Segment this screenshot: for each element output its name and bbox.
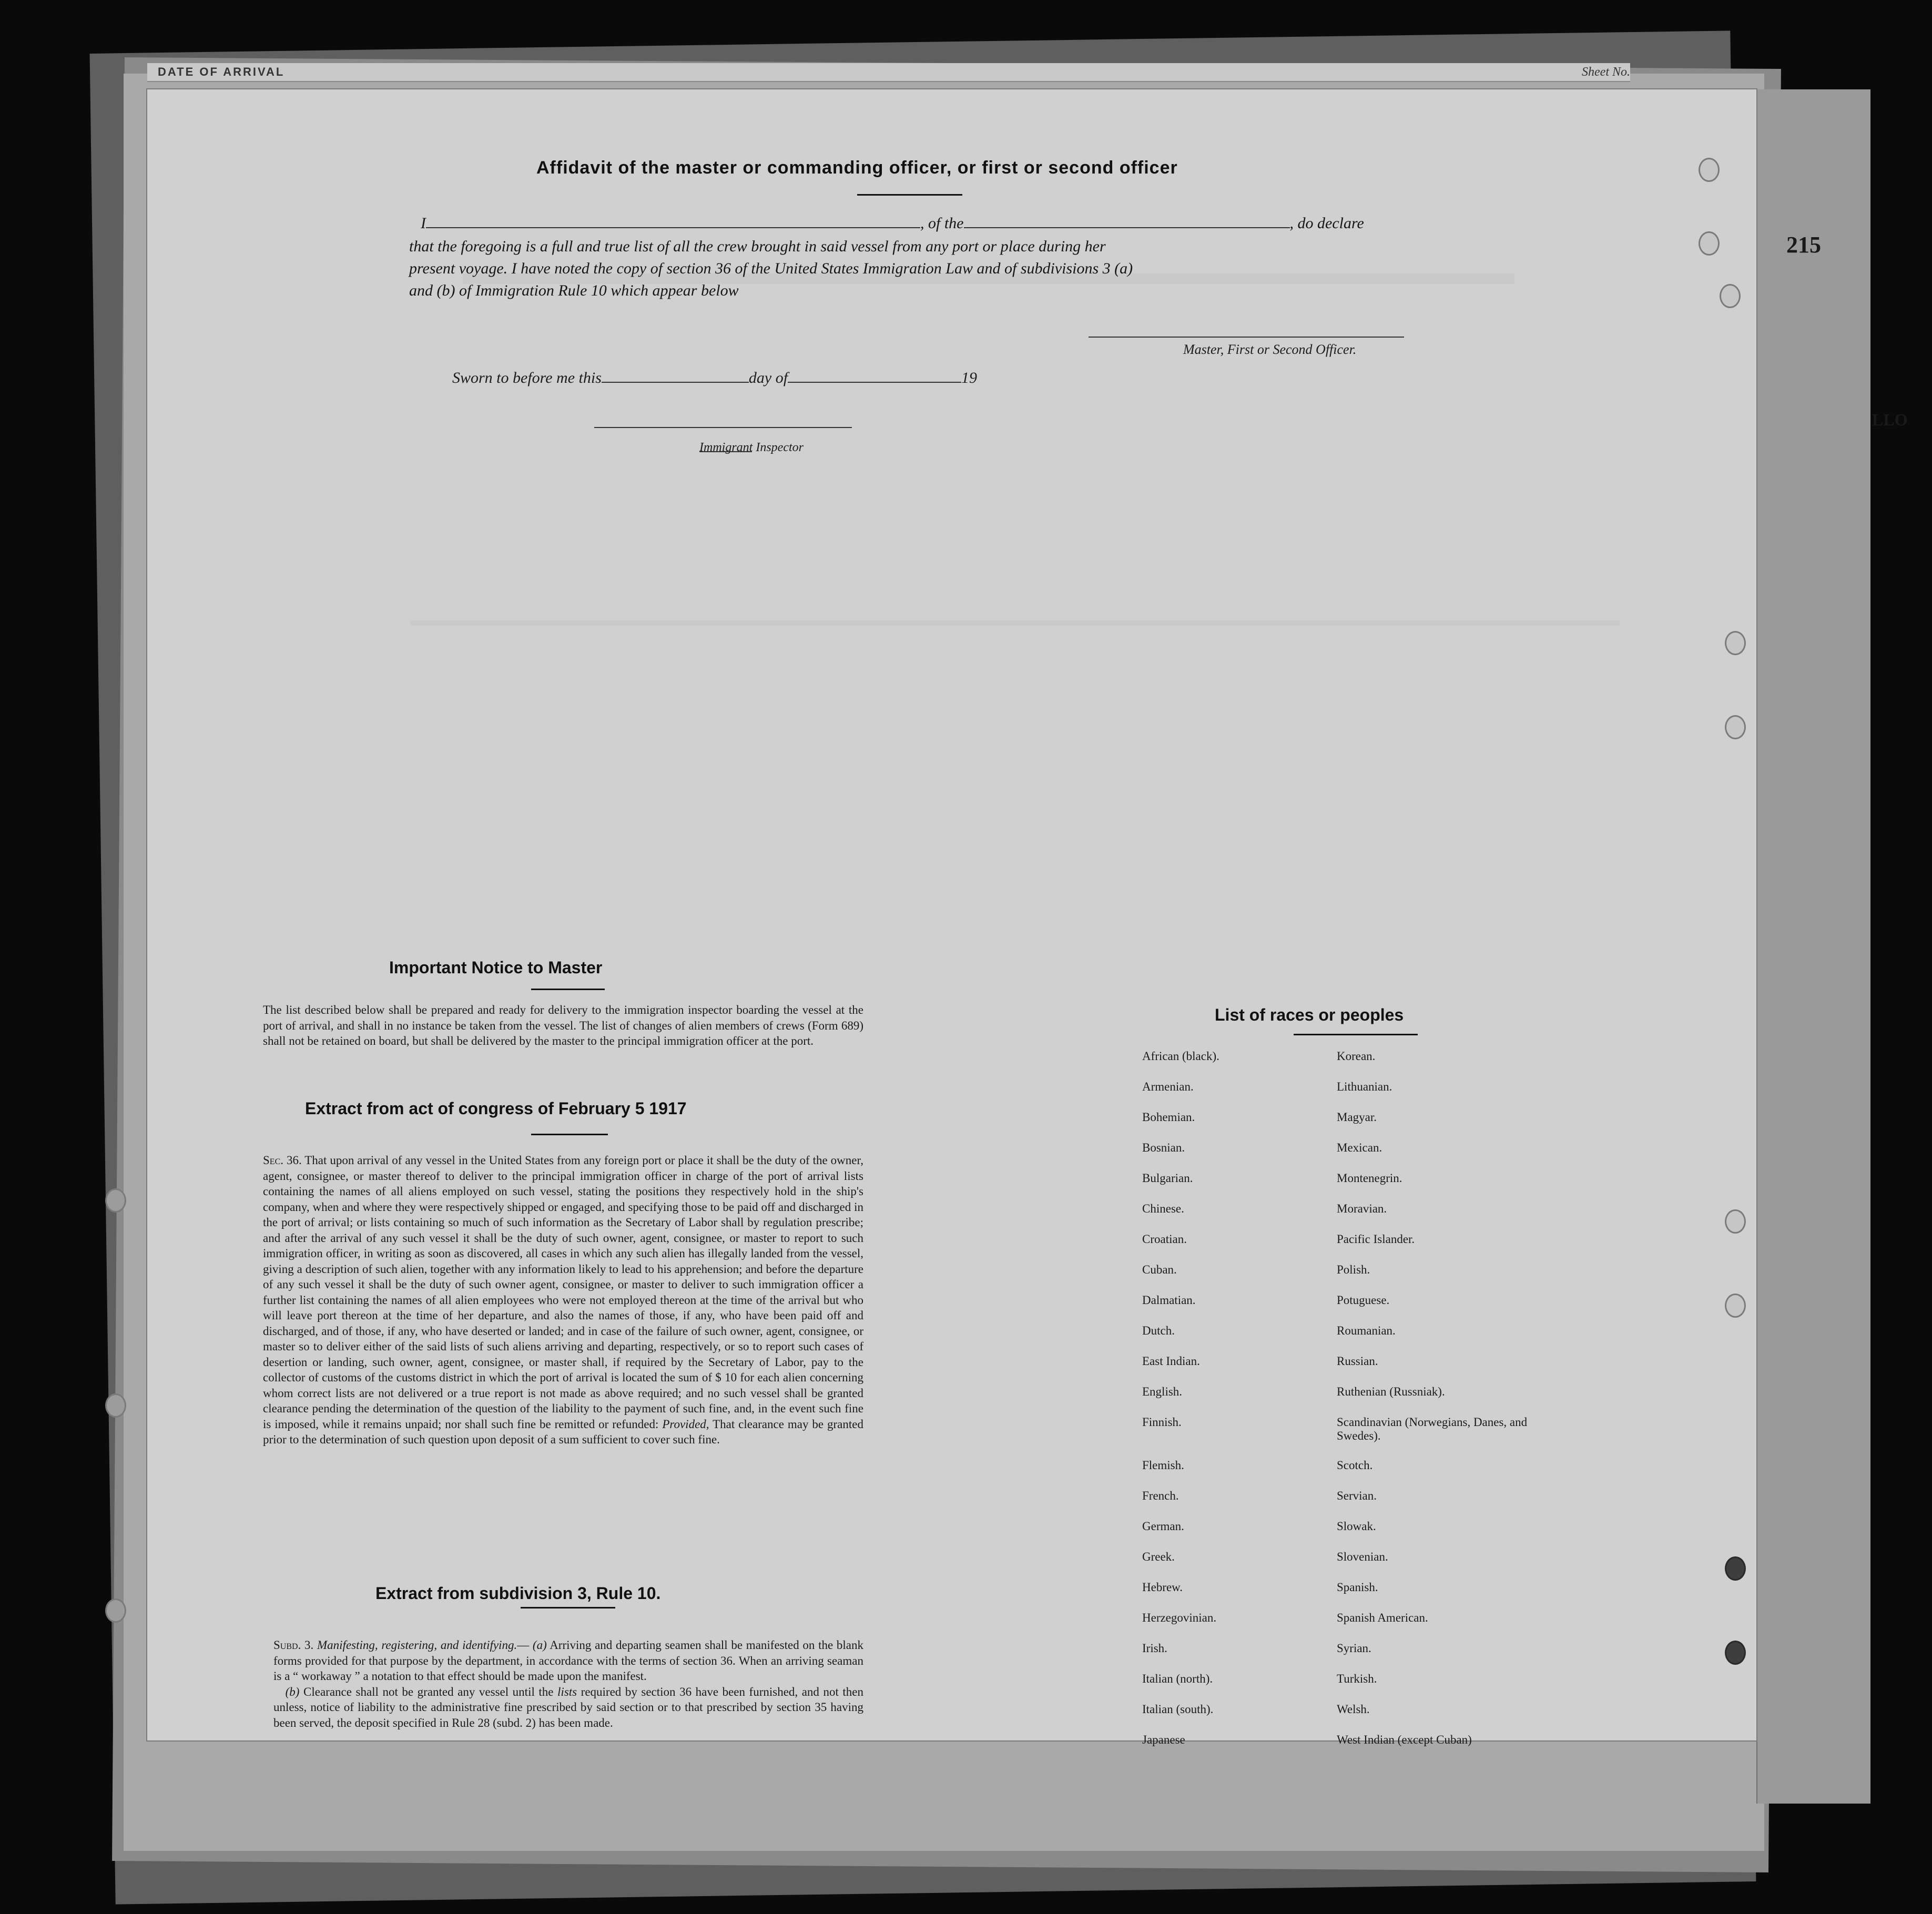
race-item: Servian. (1337, 1489, 1377, 1502)
race-item: Irish. (1142, 1642, 1167, 1655)
affidavit-of-the: , of the (920, 215, 964, 232)
section-label: Sec. 36. (263, 1154, 302, 1167)
race-item: Roumanian. (1337, 1324, 1396, 1337)
name-blank (426, 216, 920, 228)
extract-rule-underline (521, 1607, 615, 1608)
subdivision-3-text: Subd. 3. Manifesting, registering, and identifying.— (a) Arriving and departing seamen shall be manifested on the blank forms provided for that purpose by the department, in accordance with the terms of section 36. When an arriving seaman is a “ workaway ” a notation to that effect should be made upon the manifest. (b) Clearance shall not be granted any vessel until the lists required by section 36 have been furnished, and not then unless, notice of liability to the administrative fine prescribed by said section or to that prescribed by section 35 having been served, the deposit specified in Rule 28 (subd. 2) has been made. (273, 1638, 864, 1729)
proviso-word: Provided, (662, 1417, 709, 1431)
race-item: Welsh. (1337, 1703, 1370, 1716)
race-item: Slowak. (1337, 1520, 1376, 1533)
sworn-month-blank (788, 370, 961, 383)
binder-hole (1725, 1294, 1746, 1318)
subd-b-body-2: required by section 36 have been furnished, and not then unless, notice of liability to the administrative fine prescribed by said section or to that prescribed by section 35 having been served, the deposit specified in Rule 28 (subd. 2) has been made. (273, 1685, 863, 1729)
binder-hole (105, 1393, 126, 1418)
header-strip (147, 63, 1630, 82)
section-36-body-end: That clearance may be granted prior to the determination of such question upon deposit of a sum sufficient to cover such fine. (263, 1417, 863, 1446)
extract-act-underline (531, 1134, 608, 1135)
race-item: Greek. (1142, 1550, 1175, 1563)
binder-hole (1725, 1209, 1746, 1234)
subd-heading: Manifesting, registering, and identifying. (317, 1638, 517, 1652)
race-item: Korean. (1337, 1050, 1376, 1063)
race-item: East Indian. (1142, 1355, 1200, 1368)
race-item: English. (1142, 1385, 1183, 1398)
race-item: Hebrew. (1142, 1581, 1183, 1594)
race-item: Flemish. (1142, 1459, 1184, 1472)
binder-hole (1725, 631, 1746, 655)
subd-b-lists: lists (557, 1685, 577, 1698)
race-item: Lithuanian. (1337, 1080, 1392, 1093)
bleed-through-band (410, 620, 1620, 626)
affidavit-line-2: that the foregoing is a full and true list of all the crew brought in said vessel from any port or place during her (409, 238, 1106, 255)
race-item: Scotch. (1337, 1459, 1373, 1472)
race-item: Pacific Islander. (1337, 1233, 1415, 1246)
section-36-body: That upon arrival of any vessel in the United States from any foreign port or place it shall be the duty of the owner, agent, consignee, or master thereof to deliver to the principal immigration officer in charge of the port of arrival lists containing the names of all aliens employed on such vessel, stating the positions they respectively hold in the ship's company, when and where they were respectively shipped or engaged, and specifying those to be paid off and discharged in the port of arrival; or lists containing so much of such information as the Secretary of Labor shall by regulation prescribe; and after the arrival of any such vessel it shall be the duty of such owner, agent, consignee, or master to report to such immigration officer, in writing as soon as discovered, all cases in which any such alien has illegally landed from the vessel, giving a description of such alien, together with any information likely to lead to his apprehension; and before the departure of any such vessel it shall be the duty of such owner agent, consignee, or master to deliver to such immigration officer a further list containing the names of all alien employees who were not employed thereon at the time of the arrival but who will leave port thereon at the time of her departure, and also the names of those, if any, who have been paid off and discharged, and of those, if any, who have deserted or landed; and in case of the failure of such owner, agent, consignee, or master so to deliver either of the said lists of such aliens arriving and departing, respectively, or so to report such cases of desertion or landing, such owner, agent, consignee, or master shall, if required by the Secretary of Labor, pay to the collector of customs of the customs district in which the port of arrival is located the sum of $ 10 for each alien concerning whom correct lists are not delivered or a true report is not made as above required; and no such vessel shall be granted clearance pending the determination of the question of the liability to the payment of such fine, and, in the event such fine is imposed, while it remains unpaid; nor shall such fine be remitted or refunded: (263, 1154, 863, 1431)
notice-title-underline (531, 989, 605, 990)
inspector-signature-line (594, 427, 852, 428)
inspector-label: Immigrant Inspector (699, 441, 804, 454)
race-item: Italian (south). (1142, 1703, 1214, 1716)
master-signature-label: Master, First or Second Officer. (1183, 342, 1357, 357)
race-item: Croatian. (1142, 1233, 1187, 1246)
race-item: Slovenian. (1337, 1550, 1388, 1563)
binder-hole (105, 1599, 126, 1623)
binder-hole (1699, 231, 1720, 256)
race-item: Montenegrin. (1337, 1172, 1402, 1185)
underlying-page-right-edge (1756, 89, 1870, 1804)
race-item: Japanese (1142, 1733, 1185, 1746)
race-item: African (black). (1142, 1050, 1219, 1063)
races-title: List of races or peoples (1215, 1005, 1404, 1024)
notice-body: The list described below shall be prepared and ready for delivery to the immigration inspector boarding the vessel at the port of arrival, and shall in no instance be taken from the vessel. The list of changes of alien members of crews (Form 689) shall not be retained on board, but shall be delivered by the master to the principal immigration officer at the port. (263, 1003, 863, 1047)
race-item: Armenian. (1142, 1080, 1194, 1093)
subd-a-body: Arriving and departing seamen shall be manifested on the blank forms provided for that purpose by the department, in accordance with the terms of section 36. When an arriving seaman is a “ workaway ” a notation to that effect should be made upon the manifest. (273, 1638, 864, 1683)
affidavit-i: I (421, 215, 426, 232)
section-36-text (263, 1153, 863, 1448)
races-left-column (1142, 1050, 1331, 1764)
binder-hole (105, 1188, 126, 1213)
affidavit-line-1 (421, 215, 1364, 232)
race-item: Dalmatian. (1142, 1294, 1196, 1307)
edge-text-fragment: LLO (1872, 410, 1908, 429)
sheet-no-label: Sheet No. (1582, 65, 1630, 79)
sworn-day-blank (602, 370, 749, 383)
subd-b-label: (b) (285, 1685, 300, 1698)
race-item: Turkish. (1337, 1672, 1377, 1685)
binder-hole (1725, 1556, 1746, 1581)
race-item: Cuban. (1142, 1263, 1177, 1276)
race-item: Herzegovinian. (1142, 1611, 1217, 1624)
race-item: Bohemian. (1142, 1111, 1195, 1124)
race-item: Italian (north). (1142, 1672, 1213, 1685)
race-item: Chinese. (1142, 1202, 1184, 1215)
race-item: Scandinavian (Norwegians, Danes, and Swedes). (1337, 1416, 1528, 1442)
vessel-blank (964, 216, 1290, 228)
race-item: Magyar. (1337, 1111, 1377, 1124)
race-item: Potuguese. (1337, 1294, 1390, 1307)
sworn-year: 19 (961, 369, 978, 386)
race-item: Bulgarian. (1142, 1172, 1193, 1185)
subd-b-body-1: Clearance shall not be granted any vessel until the (303, 1685, 554, 1698)
subd-a-label: (a) (532, 1638, 547, 1652)
race-item: West Indian (except Cuban) (1337, 1733, 1472, 1746)
binder-hole (1725, 1641, 1746, 1665)
date-of-arrival-label: DATE OF ARRIVAL (158, 65, 285, 78)
race-item: Polish. (1337, 1263, 1370, 1276)
race-item: French. (1142, 1489, 1179, 1502)
race-item: Dutch. (1142, 1324, 1175, 1337)
race-item: Moravian. (1337, 1202, 1387, 1215)
affidavit-line-3: present voyage. I have noted the copy of section 36 of the United States Immigration Law and of subdivisions 3 (a) (409, 260, 1133, 277)
master-signature-line (1089, 337, 1404, 338)
sworn-text: Sworn to before me this (452, 369, 602, 386)
page-number: 215 (1786, 232, 1821, 258)
sworn-line (452, 369, 977, 387)
race-item: Russian. (1337, 1355, 1378, 1368)
binder-hole (1720, 284, 1741, 308)
race-item: Ruthenian (Russniak). (1337, 1385, 1445, 1398)
affidavit-line-4: and (b) of Immigration Rule 10 which appear below (409, 282, 739, 299)
race-item: Spanish. (1337, 1581, 1378, 1594)
affidavit-do-declare: , do declare (1289, 215, 1364, 232)
extract-act-title: Extract from act of congress of February 5 1917 (305, 1099, 687, 1118)
races-title-underline (1294, 1034, 1418, 1035)
race-item: Spanish American. (1337, 1611, 1428, 1624)
binder-hole (1699, 158, 1720, 182)
affidavit-title: Affidavit of the master or commanding officer, or first or second officer (536, 158, 1178, 178)
extract-rule-title: Extract from subdivision 3, Rule 10. (375, 1584, 661, 1603)
race-item: Bosnian. (1142, 1141, 1185, 1154)
sworn-day-of: day of (748, 369, 788, 386)
race-item: German. (1142, 1520, 1184, 1533)
races-right-column (1337, 1050, 1558, 1764)
race-item: Mexican. (1337, 1141, 1382, 1154)
race-item: Finnish. (1142, 1416, 1182, 1429)
notice-title: Important Notice to Master (389, 958, 603, 977)
affidavit-title-underline (857, 194, 962, 196)
binder-hole (1725, 715, 1746, 739)
race-item: Syrian. (1337, 1642, 1371, 1655)
subd-label: Subd. 3. (273, 1638, 314, 1652)
